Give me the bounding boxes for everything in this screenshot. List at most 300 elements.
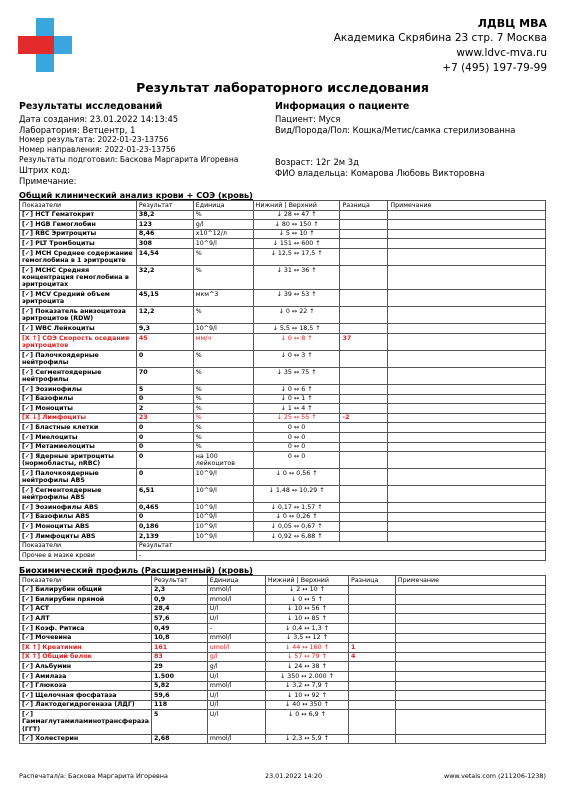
result-diff [349, 710, 396, 734]
reference-range: ↓ 0,05 ↔ 0,67 ↑ [253, 522, 340, 532]
reference-range: ↓ 0,92 ↔ 6,88 ↑ [253, 531, 340, 541]
result-note [388, 265, 546, 289]
result-unit: 10^9/l [193, 324, 253, 334]
patient-heading: Информация о пациенте [275, 101, 410, 112]
table-row [20, 691, 546, 701]
note-label: Примечание: [19, 176, 77, 187]
result-name: [✓] Мочевина [20, 633, 152, 643]
result-unit: 10^9/l [193, 503, 253, 513]
reference-range: ↓ 12,5 ↔ 17,5 ↑ [253, 248, 340, 265]
table-row [20, 350, 546, 367]
result-value: 161 [152, 643, 208, 653]
result-diff [340, 290, 388, 307]
table-row [20, 623, 546, 633]
result-note [395, 681, 545, 691]
result-diff [340, 350, 388, 367]
result-unit: g/l [207, 662, 265, 672]
result-diff [340, 512, 388, 522]
result-diff: 37 [340, 333, 388, 350]
extra-value: Результат [136, 541, 545, 551]
result-diff [340, 367, 388, 384]
reference-range: ↓ 1 ↔ 4 ↑ [253, 404, 340, 414]
result-name: [✓] Альбумин [20, 662, 152, 672]
result-unit: mmol/l [207, 633, 265, 643]
result-name: [✓] HCT Гематокрит [20, 210, 137, 220]
result-value: 2,68 [152, 734, 208, 744]
result-value: 9,3 [136, 324, 193, 334]
result-note [395, 623, 545, 633]
result-unit: - [207, 623, 265, 633]
result-name: [✓] WBC Лейкоциты [20, 324, 137, 334]
result-name: [X ↓] Лимфоциты [20, 413, 137, 423]
result-name: [✓] PLT Тромбоциты [20, 239, 137, 249]
extra-label: Прочее в мазке крови [20, 551, 137, 561]
reference-range: ↓ 2,3 ↔ 5,9 ↑ [265, 734, 348, 744]
table-row [20, 290, 546, 307]
result-diff [340, 307, 388, 324]
table-row [20, 229, 546, 239]
result-note [395, 691, 545, 701]
result-note [388, 442, 546, 452]
result-unit: % [193, 423, 253, 433]
reference-range: ↓ 5,5 ↔ 18,5 ↑ [253, 324, 340, 334]
result-diff [340, 452, 388, 469]
result-unit: 10^9/l [193, 522, 253, 532]
footer-site: www.vetais.com (211206-1238) [443, 772, 546, 780]
result-name: [✓] Щелочная фосфатаза [20, 691, 152, 701]
result-value: 0,465 [136, 503, 193, 513]
result-diff [340, 229, 388, 239]
patient-age: Возраст: 12г 2м 3д [275, 157, 359, 168]
reference-range: ↓ 24 ↔ 38 ↑ [265, 662, 348, 672]
patient-name: Пациент: Муся [275, 113, 341, 124]
result-value: 59,6 [152, 691, 208, 701]
result-diff [340, 265, 388, 289]
footer-printed-by: Распечатал/а: Баскова Маргарита Игоревна [19, 772, 168, 780]
result-name: [✓] MCH Среднее содержание гемоглобина в 1 эритроците [20, 248, 137, 265]
result-diff [340, 384, 388, 394]
result-value: 123 [136, 220, 193, 230]
reference-range: ↓ 31 ↔ 36 ↑ [253, 265, 340, 289]
result-note [388, 367, 546, 384]
biochem-results-table [19, 575, 546, 744]
extra-value: - [136, 551, 545, 561]
result-unit: % [193, 248, 253, 265]
result-value: 0 [136, 512, 193, 522]
reference-range: ↓ 0 ↔ 5 ↑ [265, 595, 348, 605]
result-unit: % [193, 307, 253, 324]
result-name: [✓] MCHC Средняя концентрация гемоглобина в эритроцитах [20, 265, 137, 289]
result-value: 0 [136, 394, 193, 404]
reference-range: ↓ 0 ↔ 0,26 ↑ [253, 512, 340, 522]
reference-range: ↓ 10 ↔ 56 ↑ [265, 604, 348, 614]
result-diff [340, 404, 388, 414]
table-row [20, 551, 546, 561]
owner-name: ФИО владельца: Комарова Любовь Викторовна [275, 168, 485, 179]
result-note [395, 700, 545, 710]
table-row [20, 710, 546, 734]
referral-number: Номер направления: 2022-01-23-13756 [19, 145, 176, 155]
result-diff [340, 503, 388, 513]
result-value: 0 [136, 350, 193, 367]
biochem-section-title: Биохимический профиль (Расширенный) (кровь) [19, 565, 253, 575]
result-name: [✓] Холестерин [20, 734, 152, 744]
table-row [20, 512, 546, 522]
result-value: 23 [136, 413, 193, 423]
result-name: [X ↑] СОЭ Скорость оседания эритроцитов [20, 333, 137, 350]
result-diff [340, 531, 388, 541]
table-row [20, 324, 546, 334]
result-diff [349, 700, 396, 710]
result-name: [✓] Лактодегидрогеназа (ЛДГ) [20, 700, 152, 710]
result-diff [340, 486, 388, 503]
reference-range: ↓ 10 ↔ 85 ↑ [265, 614, 348, 624]
result-diff [349, 633, 396, 643]
result-diff [340, 522, 388, 532]
reference-range: ↓ 35 ↔ 75 ↑ [253, 367, 340, 384]
result-note [395, 604, 545, 614]
result-unit: U/l [207, 671, 265, 681]
result-unit: % [193, 432, 253, 442]
result-value: 10,8 [152, 633, 208, 643]
col-header-range: Нижний | Верхний [265, 576, 348, 586]
clinic-logo-cross [18, 18, 72, 72]
table-row [20, 734, 546, 744]
result-diff [340, 394, 388, 404]
result-note [395, 734, 545, 744]
reference-range: 0 ↔ 0 [253, 423, 340, 433]
reference-range: ↓ 57 ↔ 79 ↑ [265, 652, 348, 662]
result-note [395, 652, 545, 662]
barcode-label: Штрих код: [19, 165, 71, 176]
reference-range: ↓ 10 ↔ 92 ↑ [265, 691, 348, 701]
result-unit: % [193, 413, 253, 423]
result-name: [✓] Моноциты [20, 404, 137, 414]
clinic-name: ЛДВЦ МВА [477, 17, 547, 30]
result-value: 32,2 [136, 265, 193, 289]
study-info [19, 102, 269, 187]
reference-range: ↓ 5 ↔ 10 ↑ [253, 229, 340, 239]
result-name: [✓] Эозинофилы ABS [20, 503, 137, 513]
result-name: [✓] Бластные клетки [20, 423, 137, 433]
result-name: [✓] Миелоциты [20, 432, 137, 442]
table-header-row [20, 201, 546, 211]
table-row [20, 700, 546, 710]
result-diff [340, 248, 388, 265]
result-value: 0 [136, 432, 193, 442]
result-name: [✓] HGB Гемоглобин [20, 220, 137, 230]
result-value: 8,46 [136, 229, 193, 239]
result-unit: 10^9/l [193, 239, 253, 249]
reference-range: ↓ 0 ↔ 3 ↑ [253, 350, 340, 367]
table-row [20, 239, 546, 249]
result-name: [✓] Гаммаглутамиламинотрансфераза (ГГТ) [20, 710, 152, 734]
result-name: [✓] Метамиелоциты [20, 442, 137, 452]
result-name: [✓] АЛТ [20, 614, 152, 624]
table-row [20, 595, 546, 605]
result-diff [340, 220, 388, 230]
footer-datetime: 23.01.2022 14:20 [265, 772, 323, 780]
result-unit: % [193, 442, 253, 452]
col-header-note: Примечание [388, 201, 546, 211]
result-diff [349, 585, 396, 595]
result-diff [340, 239, 388, 249]
table-row [20, 662, 546, 672]
result-value: 0 [136, 423, 193, 433]
result-unit: % [193, 350, 253, 367]
result-name: [✓] Сегментоядерные нейтрофилы ABS [20, 486, 137, 503]
result-note [395, 662, 545, 672]
result-note [388, 248, 546, 265]
result-diff [349, 691, 396, 701]
reference-range: ↓ 28 ↔ 47 ↑ [253, 210, 340, 220]
col-header-diff: Разница [349, 576, 396, 586]
result-unit: mmol/l [207, 595, 265, 605]
result-value: 5,82 [152, 681, 208, 691]
table-row [20, 652, 546, 662]
result-note [388, 512, 546, 522]
result-unit: U/l [207, 710, 265, 734]
table-row [20, 643, 546, 653]
table-row [20, 210, 546, 220]
col-header-unit: Единица [207, 576, 265, 586]
result-name: [✓] Палочкоядерные нейтрофилы ABS [20, 469, 137, 486]
result-diff: 4 [349, 652, 396, 662]
cbc-section-title: Общий клинический анализ крови + СОЭ (кровь) [19, 190, 253, 200]
result-note [388, 531, 546, 541]
result-unit: мм/ч [193, 333, 253, 350]
result-value: 0,9 [152, 595, 208, 605]
result-value: 1.500 [152, 671, 208, 681]
reference-range: ↓ 0 ↔ 8 ↑ [253, 333, 340, 350]
table-row [20, 220, 546, 230]
result-value: 5 [136, 384, 193, 394]
reference-range: ↓ 0,17 ↔ 1,57 ↑ [253, 503, 340, 513]
result-note [388, 413, 546, 423]
result-note [395, 671, 545, 681]
result-unit: на 100 лейкоцитов [193, 452, 253, 469]
result-value: 0,49 [152, 623, 208, 633]
result-value: 118 [152, 700, 208, 710]
result-note [388, 239, 546, 249]
reference-range: ↓ 39 ↔ 53 ↑ [253, 290, 340, 307]
table-row [20, 452, 546, 469]
result-unit: g/l [193, 220, 253, 230]
result-number: Номер результата: 2022-01-23-13756 [19, 135, 169, 145]
result-name: [X ↑] Креатинин [20, 643, 152, 653]
reference-range: ↓ 151 ↔ 600 ↑ [253, 239, 340, 249]
table-row [20, 394, 546, 404]
patient-info [275, 102, 550, 179]
table-row [20, 681, 546, 691]
result-value: 45 [136, 333, 193, 350]
result-diff: 1 [349, 643, 396, 653]
result-unit: umol/l [207, 643, 265, 653]
result-note [388, 324, 546, 334]
result-note [395, 710, 545, 734]
result-note [388, 307, 546, 324]
table-row [20, 604, 546, 614]
reference-range: ↓ 0,4 ↔ 1,3 ↑ [265, 623, 348, 633]
result-unit: U/l [207, 614, 265, 624]
result-name: [✓] RBC Эритроциты [20, 229, 137, 239]
result-note [388, 452, 546, 469]
result-unit: % [193, 265, 253, 289]
reference-range: 0 ↔ 0 [253, 432, 340, 442]
result-name: [✓] Показатель анизоцитоза эритроцитов (RDW) [20, 307, 137, 324]
result-value: 0 [136, 452, 193, 469]
clinic-website[interactable]: www.ldvc-mva.ru [456, 47, 547, 59]
reference-range: ↓ 25 ↔ 55 ↑ [253, 413, 340, 423]
prepared-by: Результаты подготовил: Баскова Маргарита Игоревна [19, 155, 239, 165]
result-note [388, 469, 546, 486]
table-row [20, 367, 546, 384]
result-diff [349, 614, 396, 624]
result-unit: x10^12/л [193, 229, 253, 239]
result-diff [349, 662, 396, 672]
table-row [20, 333, 546, 350]
col-header-unit: Единица [193, 201, 253, 211]
clinic-address: Академика Скрябина 23 стр. 7 Москва [333, 32, 547, 44]
result-value: 0 [136, 442, 193, 452]
table-row [20, 413, 546, 423]
table-row [20, 423, 546, 433]
result-value: 2,139 [136, 531, 193, 541]
col-header-name: Показатели [20, 201, 137, 211]
result-note [388, 522, 546, 532]
result-value: 29 [152, 662, 208, 672]
result-name: [✓] Амилаза [20, 671, 152, 681]
result-note [395, 643, 545, 653]
result-note [395, 595, 545, 605]
result-value: 0,186 [136, 522, 193, 532]
result-value: 38,2 [136, 210, 193, 220]
patient-species: Вид/Порода/Пол: Кошка/Метис/самка стерилизованна [275, 124, 516, 135]
created-date: Дата создания: 23.01.2022 14:13:45 [19, 113, 179, 124]
result-unit: mmol/l [207, 734, 265, 744]
result-name: [✓] АСТ [20, 604, 152, 614]
result-note [388, 423, 546, 433]
result-note [388, 210, 546, 220]
result-unit: mmol/l [207, 585, 265, 595]
result-name: [✓] Эозинофилы [20, 384, 137, 394]
reference-range: ↓ 40 ↔ 350 ↑ [265, 700, 348, 710]
result-note [388, 350, 546, 367]
reference-range: ↓ 0 ↔ 22 ↑ [253, 307, 340, 324]
result-name: [✓] Билирубин общий [20, 585, 152, 595]
result-diff [349, 604, 396, 614]
table-row [20, 614, 546, 624]
result-unit: 10^9/l [193, 486, 253, 503]
reference-range: ↓ 0 ↔ 6,9 ↑ [265, 710, 348, 734]
result-note [395, 585, 545, 595]
result-diff [349, 671, 396, 681]
col-header-name: Показатели [20, 576, 152, 586]
result-diff [340, 442, 388, 452]
table-row [20, 503, 546, 513]
reference-range: ↓ 0 ↔ 1 ↑ [253, 394, 340, 404]
reference-range: 0 ↔ 0 [253, 452, 340, 469]
col-header-result: Результат [136, 201, 193, 211]
table-row [20, 522, 546, 532]
result-name: [✓] Ядерные эритроциты (нормобласты, nRBC) [20, 452, 137, 469]
result-unit: % [193, 384, 253, 394]
result-unit: U/l [207, 604, 265, 614]
result-name: [✓] MCV Средний объем эритроцита [20, 290, 137, 307]
table-row [20, 671, 546, 681]
result-note [388, 394, 546, 404]
result-unit: 10^9/l [193, 512, 253, 522]
result-name: [✓] Сегментоядерные нейтрофилы [20, 367, 137, 384]
result-name: [✓] Глюкоза [20, 681, 152, 691]
result-value: 12,2 [136, 307, 193, 324]
page-title: Результат лабораторного исследования [136, 80, 429, 95]
result-diff [349, 595, 396, 605]
result-diff [340, 324, 388, 334]
result-diff [340, 423, 388, 433]
result-diff [340, 469, 388, 486]
result-note [388, 220, 546, 230]
table-row [20, 265, 546, 289]
result-value: 6,51 [136, 486, 193, 503]
reference-range: ↓ 2 ↔ 10 ↑ [265, 585, 348, 595]
table-row [20, 469, 546, 486]
result-value: 0 [136, 469, 193, 486]
table-row [20, 633, 546, 643]
clinic-info [334, 16, 547, 76]
result-value: 70 [136, 367, 193, 384]
reference-range: ↓ 0 ↔ 6 ↑ [253, 384, 340, 394]
result-note [388, 384, 546, 394]
reference-range: ↓ 3,2 ↔ 7,9 ↑ [265, 681, 348, 691]
result-diff [349, 681, 396, 691]
result-name: [✓] Билирубин прямой [20, 595, 152, 605]
col-header-range: Нижний | Верхний [253, 201, 340, 211]
result-value: 14,54 [136, 248, 193, 265]
study-heading: Результаты исследований [19, 101, 163, 112]
result-unit: % [193, 404, 253, 414]
result-diff [349, 623, 396, 633]
result-unit: g/l [207, 652, 265, 662]
table-row [20, 404, 546, 414]
result-unit: U/l [207, 691, 265, 701]
col-header-note: Примечание [395, 576, 545, 586]
result-diff [340, 432, 388, 442]
result-diff: -2 [340, 413, 388, 423]
result-value: 57,6 [152, 614, 208, 624]
result-unit: мкм^3 [193, 290, 253, 307]
reference-range: ↓ 1,48 ↔ 10,29 ↑ [253, 486, 340, 503]
result-unit: % [193, 394, 253, 404]
clinic-phone: +7 (495) 197-79-99 [442, 62, 547, 74]
table-row [20, 585, 546, 595]
extra-label: Показатели [20, 541, 137, 551]
result-diff [340, 210, 388, 220]
result-note [395, 633, 545, 643]
result-name: [✓] Палочкоядерные нейтрофилы [20, 350, 137, 367]
result-unit: mmol/l [207, 681, 265, 691]
result-value: 2 [136, 404, 193, 414]
result-value: 2,3 [152, 585, 208, 595]
result-value: 308 [136, 239, 193, 249]
result-unit: 10^9/l [193, 531, 253, 541]
result-note [395, 614, 545, 624]
result-note [388, 432, 546, 442]
table-row [20, 442, 546, 452]
table-row [20, 307, 546, 324]
table-row [20, 541, 546, 551]
reference-range: ↓ 0 ↔ 0,56 ↑ [253, 469, 340, 486]
